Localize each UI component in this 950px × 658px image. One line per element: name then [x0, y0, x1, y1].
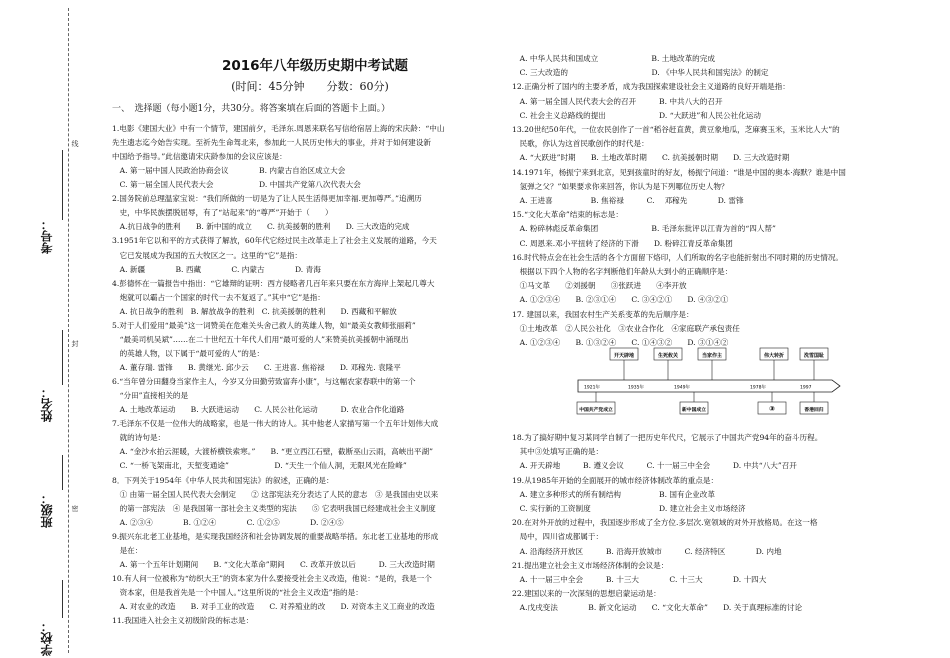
question-line-left: 它已发展成为我国的五大牧区之一。这里的“它”是指：: [112, 250, 303, 260]
question-line-left: C. “一桥飞架南北，天堑变通途” D. “天生一个仙人洞，无限风光在险峰”: [112, 461, 407, 471]
page-title: 2016年八年级历史期中考试题: [221, 58, 409, 74]
question-line-left: A. 抗日战争的胜利 B. 解放战争的胜利 C. 抗美援朝的胜利 D. 西藏和平解放: [112, 306, 397, 316]
question-line-left: 5.对于人们爱用“最美”这一词赞美在危难关头舍己救人的英雄人物，如“最美女教师张丽莉”: [112, 320, 416, 330]
question-line-right: ①马文革 ②刘援朝 ③张跃进 ④李开放: [512, 281, 687, 291]
question-line-right: 12.正确分析了国内的主要矛盾，成为我国探索建设社会主义道路的良好开端是指：: [512, 82, 790, 92]
fold-mark-top: 线: [71, 140, 79, 147]
question-line-right: A. “大跃进”时期 B. 土地改革时期 C. 抗美援朝时期 D. 三大改造时期: [512, 153, 790, 163]
fold-mark-mid: 封: [71, 340, 79, 347]
question-line-right: C. 三大改造的 D. 《中华人民共和国宪法》的制定: [512, 68, 769, 78]
class-field[interactable]: [62, 455, 63, 490]
timeline-year: 1978年: [750, 385, 766, 391]
question-line-left: A. ②③④ B. ①②④ C. ①②⑤ D. ②④⑤: [112, 517, 344, 527]
question-line-right: 15.“文化大革命”结束的标志是：: [512, 210, 623, 220]
question-line-left: 2.国务院前总理温家宝说：“我们所做的一切是为了让人民生活得更加幸福.更加尊严。”追溯历: [112, 194, 422, 204]
question-line-left: 就的诗句是：: [112, 433, 166, 443]
question-line-right: 18.为了搞好期中复习某同学自制了一把历史年代尺，它展示了中国共产党94年的奋斗历程。: [512, 433, 823, 442]
question-line-right: A.戊戌变法 B. 新文化运动 C. “文化大革命” D. 关于真理标准的讨论: [512, 603, 803, 613]
timeline-top-label: 开天辟地: [613, 353, 635, 359]
question-line-left: 先生遗志迄今始告实现。至祈先生命驾北来，参加此一人民历史伟大的事业，并对于如何建设新: [112, 138, 431, 148]
question-line-left: 中国给予指导。”此信邀请宋庆龄参加的会议应该是：: [112, 152, 287, 162]
fold-mark-bot: 密: [71, 505, 79, 512]
question-line-right: ①土地改革 ②人民公社化 ③农业合作化 ④家庭联产承包责任: [512, 323, 740, 333]
question-line-right: A. 十一届三中全会 B. 十三大 C. 十三大 D. 十四大: [512, 575, 767, 584]
question-line-right: A. 粉碎林彪反革命集团 B. 毛泽东批评以江青为首的“四人帮”: [512, 224, 776, 234]
question-line-left: A. 土地改革运动 B. 大跃进运动 C. 人民公社化运动 D. 农业合作化道路: [112, 405, 405, 415]
question-line-left: A. 董存瑞. 雷锋 B. 黄继光. 邱少云 C. 王进喜. 焦裕禄 D. 邓稼先. 袁隆平: [112, 363, 401, 373]
question-line-left: 的第一部宪法 ④ 是我国第一部社会主义类型的宪法 ⑤ 它表明我国已经建成社会主义制度: [112, 503, 436, 513]
question-line-right: C. 实行新的工资制度 D. 建立社会主义市场经济: [512, 504, 746, 513]
question-line-left: A. 对农业的改造 B. 对手工业的改造 C. 对养殖业的改 D. 对资本主义工商业的改造: [112, 602, 435, 612]
binding-margin: [0, 0, 80, 658]
question-line-left: 9.振兴东北老工业基地，是实现我国经济和社会协调发展的重要战略举措。东北老工业基地的形成: [112, 531, 439, 541]
question-line-right: A. 开天辟地 B. 遵义会议 C. 十一届三中全会 D. 中共“八大”召开: [512, 461, 797, 471]
timeline-top-label: 洗雪国耻: [803, 353, 825, 359]
question-line-left: “分田”直接相关的是: [112, 391, 189, 401]
question-line-left: 7.毛泽东不仅是一位伟大的战略家，也是一伟大的诗人。其中他老人家描写第一个五年计划伟大成: [112, 419, 439, 429]
question-line-right: 氢弹之父？”如果要求你来回答，你认为是下列哪位历史人物？: [512, 181, 729, 191]
timeline-year: 1935年: [628, 385, 644, 391]
question-line-left: 资本家，但是我首先是一个中国人。”这里所说的“社会主义改造”指的是：: [112, 587, 363, 597]
timeline-figure: [574, 338, 842, 430]
timeline-bottom-label: 香港回归: [804, 408, 824, 413]
timeline-year: 1997: [800, 385, 812, 391]
question-line-right: C. 社会主义总路线的提出 D. “大跃进”和人民公社化运动: [512, 110, 761, 120]
exam-number-field[interactable]: [62, 150, 63, 220]
question-line-right: A. 第一届全国人民代表大会的召开 B. 中共八大的召开: [512, 96, 723, 106]
question-line-right: 局中，四川省成都属于：: [512, 532, 604, 542]
question-line-right: A. 沿海经济开放区 B. 沿海开放城市 C. 经济特区 D. 内地: [512, 546, 782, 556]
question-line-left: A.抗日战争的胜利 B. 新中国的成立 C. 抗美援朝的胜利 D. 三大改造的完成: [112, 222, 410, 232]
question-line-right: 19.从1985年开始的全面展开的城市经济体制改革的重点是：: [512, 475, 719, 485]
exam-time-score: (时间：45分钟 分数：60分): [231, 80, 389, 93]
school-field[interactable]: [62, 580, 63, 618]
question-line-right: 22.建国以来的一次深刻的思想启蒙运动是：: [512, 589, 661, 599]
question-line-right: 14.1971年，杨振宁来到北京，见到孩童时的好友，杨振宁问道：“谁是中国的奥本·海默？谁是中国: [512, 167, 846, 177]
question-line-left: 的英雄人物，以下属于“最可爱的人”的是：: [112, 348, 265, 358]
question-line-right: 17. 建国以来，我国农村生产关系变革的先后顺序是：: [512, 309, 694, 319]
timeline-year: 1949年: [674, 385, 690, 391]
question-line-left: A. 新疆 B. 西藏 C. 内蒙古 D. 青海: [112, 264, 321, 274]
timeline-top-label: 生死攸关: [657, 353, 679, 359]
question-line-left: 炮就可以霸占一个国家的时代一去不复返了。”其中“它”是指：: [112, 292, 325, 302]
question-line-left: A. 第一个五年计划期间 B. “文化大革命”期间 C. 改革开放以后 D. 三大改造时期: [112, 559, 435, 569]
question-line-right: 民歌，你认为这首民歌创作的时代是：: [512, 139, 649, 149]
timeline-bottom-label: 新中国成立: [682, 408, 706, 413]
question-line-right: 20.在对外开放的过程中，我国逐步形成了全方位.多层次.宽领域的对外开放格局。在这一格: [512, 518, 818, 528]
name-field[interactable]: [62, 330, 63, 385]
name-label: 姓名：: [40, 386, 54, 422]
timeline-top-label: 伟大转折: [763, 353, 785, 359]
question-line-left: 4.彭德怀在一篇报告中指出：“它雄辩的证明：西方侵略者几百年来只要在东方海岸上架起几尊大: [112, 278, 435, 288]
question-line-right: A. 王进喜 B. 焦裕禄 C. 邓稼先 D. 雷锋: [512, 196, 744, 205]
question-line-right: 16.时代特点会在社会生活的各个方面留下烙印，人们所取的名字也能折射出不同时期的历史情况。: [512, 252, 844, 262]
question-line-right: A. ①②③④ B. ②③①④ C. ③④②① D. ④③②①: [512, 295, 729, 305]
question-line-left: 1.电影《建国大业》中有一个情节，建国前夕，毛泽东.周恩来联名写信给宿居上海的宋庆龄：“中山: [112, 124, 445, 133]
question-line-right: 其中③处填写正确的是：: [512, 447, 604, 457]
question-line-right: C. 周恩来.邓小平扭转了经济的下滑 D. 粉碎江青反革命集团: [512, 238, 733, 248]
question-line-left: “最美司机吴斌”……在二十世纪五十年代人们用“最可爱的人”来赞美抗美援朝中涌现出: [112, 334, 409, 344]
question-line-left: 3.1951年它以和平的方式获得了解放，60年代它经过民主改革走上了社会主义发展的道路，今天: [112, 236, 437, 246]
fold-line: [68, 8, 69, 653]
class-label: 班级：: [40, 492, 54, 528]
timeline-year: 1921年: [584, 385, 600, 391]
question-line-right: 13.20世纪50年代，一位农民创作了一首“稻谷赶直黄，黄豆象地瓜，芝麻赛玉米，玉米比人大”的: [512, 125, 840, 134]
timeline-bottom-label: 中国共产党成立: [579, 408, 613, 413]
question-line-left: A. 第一届中国人民政治协商会议 B. 内蒙古自治区成立大会: [112, 166, 346, 176]
question-line-left: 是在：: [112, 545, 143, 555]
section-heading: 一、 选择题（每小题1分，共30分。将答案填在后面的答题卡上面。）: [112, 104, 391, 114]
question-line-left: ① 由第一届全国人民代表大会制定 ② 这部宪法充分表达了人民的意志 ③ 是我国由史以来: [112, 489, 439, 499]
question-line-right: A. 建立多种形式的所有制结构 B. 国有企业改革: [512, 489, 715, 499]
question-line-left: 6.“当年曾分田翻身当家作主人，今岁又分田勤劳致富奔小康”，与这幅农家春联中的第一个: [112, 377, 416, 387]
timeline-bottom-label: ③: [769, 405, 775, 413]
question-line-right: A. 中华人民共和国成立 B. 土地改革的完成: [512, 54, 715, 63]
question-line-left: C. 第一届全国人民代表大会 D. 中国共产党第八次代表大会: [112, 180, 361, 190]
question-line-left: 11.我国进入社会主义初级阶段的标志是：: [112, 616, 254, 626]
question-line-right: 根据以下四个人物的名字判断他们年龄从大到小的正确顺序是：: [512, 267, 733, 276]
question-line-left: 8．下列关于1954年《中华人民共和国宪法》的叙述，正确的是：: [112, 475, 334, 485]
question-line-right: A. ①②③④ B. ①③②④ C. ①④③② D. ③①④②: [512, 338, 729, 347]
timeline-top-label: 当家作主: [701, 353, 723, 359]
question-line-left: 10.有人问一位被称为“纺织大王”的资本家为什么要接受社会主义改造，他说：“是的，我是一个: [112, 573, 432, 583]
school-label: 学校：: [40, 620, 54, 656]
exam-number-label: 考号：: [40, 218, 54, 254]
question-line-right: 21.提出建立社会主义市场经济体制的会议是：: [512, 560, 669, 570]
question-line-left: 史，中华民族摆脱屈辱，有了“站起来”的“尊严”开始于（ ）: [112, 208, 333, 218]
question-line-left: A. “金沙水拍云涯暖，大渡桥横铁索寒。” B. “更立西江石壁，截断巫山云雨，高峡出平湖”: [112, 447, 434, 457]
